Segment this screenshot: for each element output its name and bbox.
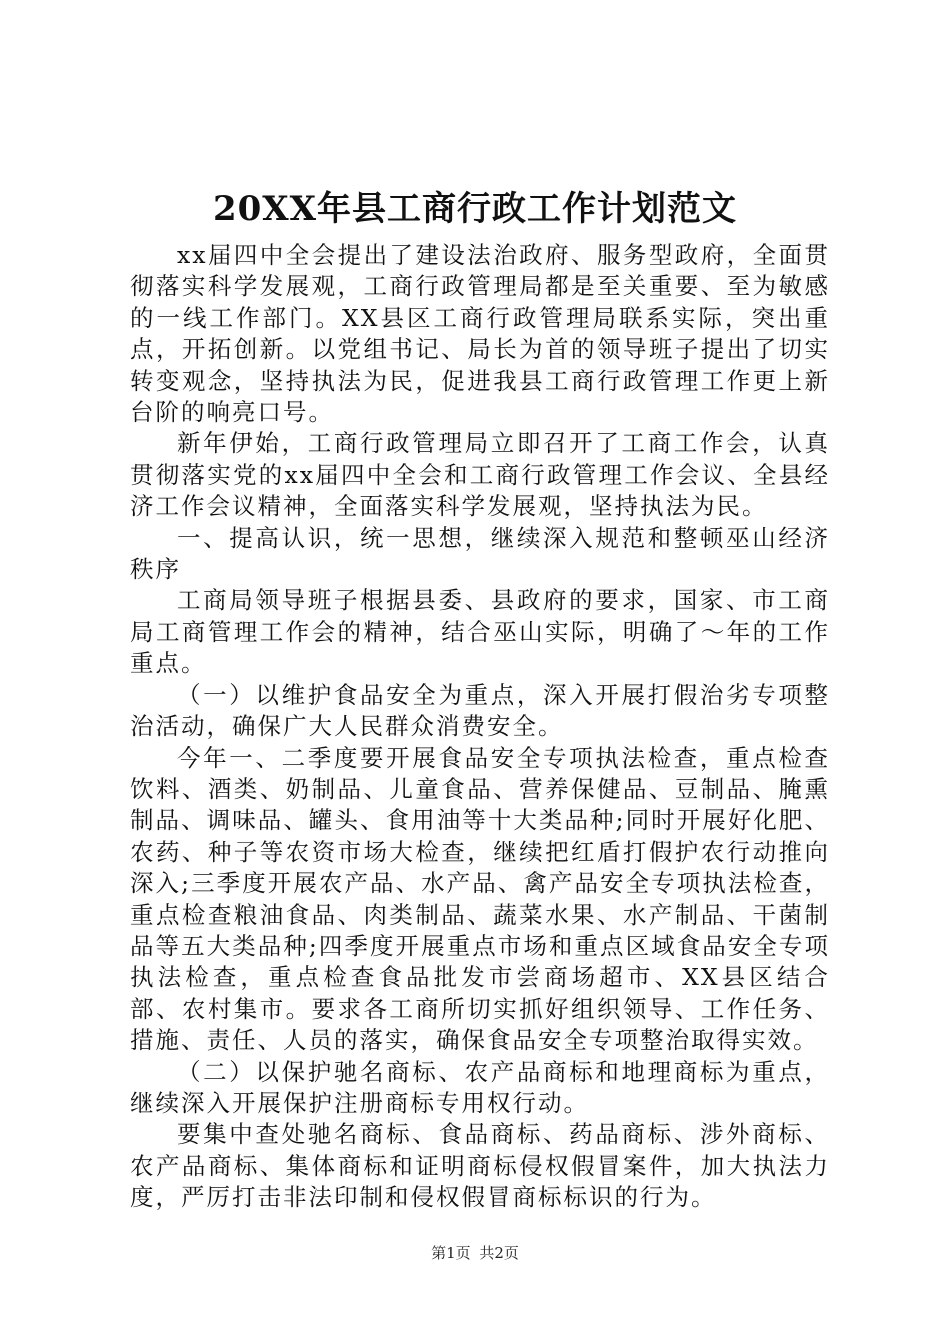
paragraph-food-safety: 今年一、二季度要开展食品安全专项执法检查，重点检查饮料、酒类、奶制品、儿童食品、营养保健品、豆制品、腌熏制品、调味品、罐头、食用油等十大类品种;同时开展好化肥、农药、种子等农资市场大检查，继续把红盾打假护农行动推向深入;三季度开展农产品、水产品、禽产品安全专项执法检查，重点检查粮油食品、肉类制品、蔬菜水果、水产制品、干菌制品等五大类品种;四季度开展重点市场和重点区域食品安全专项执法检查，重点检查食品批发市尝商场超市、XX县区结合部、农村集市。要求各工商所切实抓好组织领导、工作任务、措施、责任、人员的落实，确保食品安全专项整治取得实效。 xyxy=(130,743,830,1055)
subsection-heading-2: （二）以保护驰名商标、农产品商标和地理商标为重点，继续深入开展保护注册商标专用权行动。 xyxy=(130,1057,830,1117)
document-title: 20XX年县工商行政工作计划范文 xyxy=(212,189,738,229)
page-total: 共2页 xyxy=(479,1244,519,1262)
section-heading-1: 一、提高认识，统一思想，继续深入规范和整顿巫山经济秩序 xyxy=(130,523,830,584)
paragraph-new-year: 新年伊始，工商行政管理局立即召开了工商工作会，认真贯彻落实党的xx届四中全会和工商行政管理工作会议、全县经济工作会议精神，全面落实科学发展观，坚持执法为民。 xyxy=(130,429,830,521)
page-footer xyxy=(0,1243,950,1263)
page-number: 第1页 xyxy=(431,1244,471,1262)
paragraph-priorities: 工商局领导班子根据县委、县政府的要求，国家、市工商局工商管理工作会的精神，结合巫山实际，明确了～年的工作重点。 xyxy=(130,586,830,678)
subsection-heading-1: （一）以维护食品安全为重点，深入开展打假治劣专项整治活动，确保广大人民群众消费安全。 xyxy=(130,680,830,741)
document-body xyxy=(130,240,830,1214)
paragraph-trademark: 要集中查处驰名商标、食品商标、药品商标、涉外商标、农产品商标、集体商标和证明商标侵权假冒案件，加大执法力度，严厉打击非法印制和侵权假冒商标标识的行为。 xyxy=(130,1120,830,1212)
paragraph-intro: xx届四中全会提出了建设法治政府、服务型政府，全面贯彻落实科学发展观，工商行政管理局都是至关重要、至为敏感的一线工作部门。XX县区工商行政管理局联系实际，突出重点，开拓创新。以党组书记、局长为首的领导班子提出了切实转变观念，坚持执法为民，促进我县工商行政管理工作更上新台阶的响亮口号。 xyxy=(130,241,830,427)
